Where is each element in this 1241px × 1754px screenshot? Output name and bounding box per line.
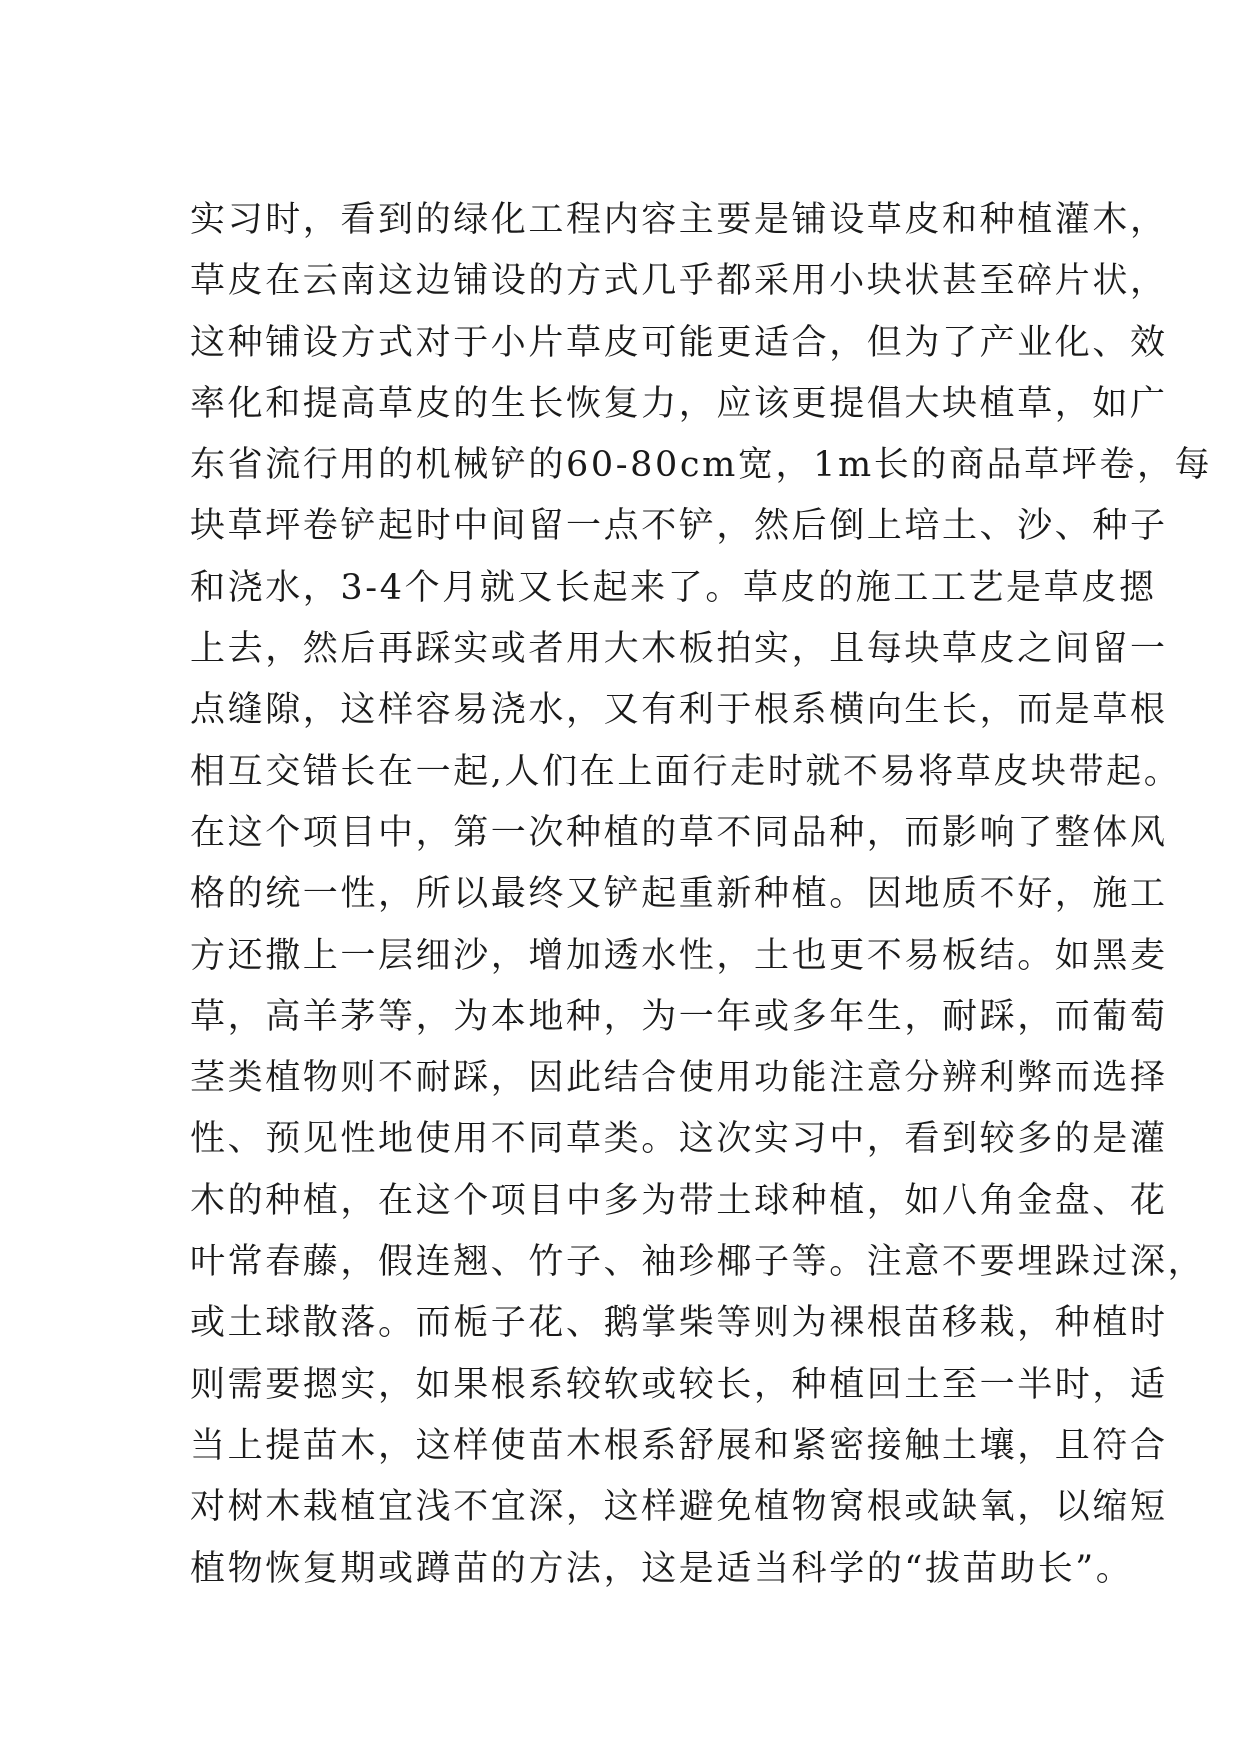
text-line: 草，高羊茅等，为本地种，为一年或多年生，耐踩，而葡萄 [190, 996, 1168, 1037]
text-line: 叶常春藤，假连翘、竹子、袖珍椰子等。注意不要埋跺过深， [190, 1242, 1206, 1283]
text-line: 和浇水，3-4个月就又长起来了。草皮的施工工艺是草皮摁 [190, 567, 1157, 608]
text-line: 实习时，看到的绿化工程内容主要是铺设草皮和种植灌木， [190, 200, 1168, 240]
text-line: 则需要摁实，如果根系较软或较长，种植回土至一半时，适 [190, 1364, 1168, 1405]
text-line: 或土球散落。而栀子花、鹅掌柴等则为裸根苗移栽，种植时 [190, 1303, 1168, 1344]
text-line: 率化和提高草皮的生长恢复力，应该更提倡大块植草，如广 [190, 383, 1168, 424]
text-line: 方还撒上一层细沙，增加透水性，土也更不易板结。如黑麦 [190, 935, 1168, 976]
text-line: 东省流行用的机械铲的60-80cm宽，1m长的商品草坪卷，每 [190, 445, 1213, 486]
text-line: 相互交错长在一起,人们在上面行走时就不易将草皮块带起。 [190, 751, 1182, 792]
text-line: 性、预见性地使用不同草类。这次实习中，看到较多的是灌 [190, 1119, 1168, 1160]
text-line: 这种铺设方式对于小片草皮可能更适合，但为了产业化、效 [190, 322, 1168, 363]
text-line: 点缝隙，这样容易浇水，又有利于根系横向生长，而是草根 [190, 690, 1168, 731]
text-line: 当上提苗木，这样使苗木根系舒展和紧密接触土壤，且符合 [190, 1425, 1168, 1466]
text-line: 茎类植物则不耐踩，因此结合使用功能注意分辨利弊而选择 [190, 1058, 1168, 1099]
text-line: 上去，然后再踩实或者用大木板拍实，且每块草皮之间留一 [190, 629, 1168, 670]
text-line: 在这个项目中，第一次种植的草不同品种，而影响了整体风 [190, 812, 1168, 853]
text-line: 木的种植，在这个项目中多为带土球种植，如八角金盘、花 [190, 1180, 1168, 1221]
body-paragraph [190, 190, 1213, 1600]
text-line: 植物恢复期或蹲苗的方法，这是适当科学的“拔苗助长”。 [190, 1548, 1134, 1589]
text-line: 草皮在云南这边铺设的方式几乎都采用小块状甚至碎片状， [190, 261, 1168, 302]
text-line: 对树木栽植宜浅不宜深，这样避免植物窝根或缺氧，以缩短 [190, 1487, 1168, 1528]
text-line: 块草坪卷铲起时中间留一点不铲，然后倒上培土、沙、种子 [190, 506, 1168, 547]
text-line: 格的统一性，所以最终又铲起重新种植。因地质不好，施工 [190, 874, 1168, 915]
